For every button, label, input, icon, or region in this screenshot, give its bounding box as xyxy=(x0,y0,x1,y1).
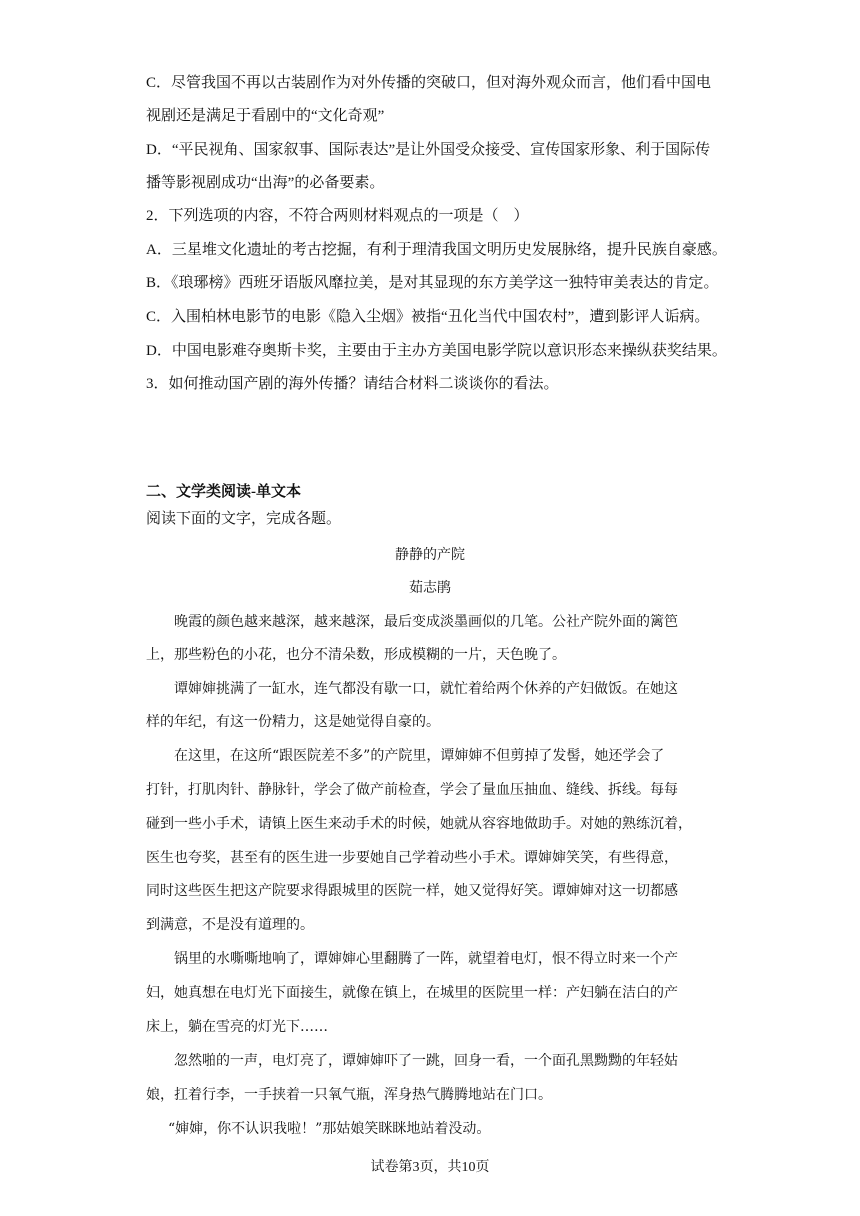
option-d-line2: 播等影视剧成功“出海”的必备要素。 xyxy=(146,175,385,191)
question-2-option-c: C．入围柏林电影节的电影《隐入尘烟》被指“丑化当代中国农村”，遭到影评人诟病。 xyxy=(146,309,710,325)
story-p1-line1: 晚霞的颜色越来越深，越来越深，最后变成淡墨画似的几笔。公社产院外面的篱笆 xyxy=(174,614,678,630)
story-p3-line1: 在这里，在这所“跟医院差不多”的产院里，谭婶婶不但剪掉了发髻，她还学会了 xyxy=(174,748,665,764)
section-instruction: 阅读下面的文字，完成各题。 xyxy=(146,511,342,527)
story-p3-line3: 碰到一些小手术，请镇上医生来动手术的时候，她就从容容地做助手。对她的熟练沉着， xyxy=(146,816,692,832)
story-p3-line2: 打针，打肌肉针、静脉针，学会了做产前检查，学会了量血压抽血、缝线、拆线。每每 xyxy=(146,782,678,798)
story-p5-line2: 娘，扛着行李，一手挟着一只氧气瓶，浑身热气腾腾地站在门口。 xyxy=(146,1087,552,1103)
question-3-stem: 3．如何推动国产剧的海外传播？请结合材料二谈谈你的看法。 xyxy=(146,376,559,392)
story-p6-line1: “婶婶，你不认识我啦！”那姑娘笑眯眯地站着没动。 xyxy=(168,1121,491,1137)
story-p3-line5: 同时这些医生把这产院要求得跟城里的医院一样，她又觉得好笑。谭婶婶对这一切都感 xyxy=(146,883,678,899)
story-p4-line2: 妇，她真想在电灯光下面接生，就像在镇上，在城里的医院里一样：产妇躺在洁白的产 xyxy=(146,985,678,1001)
story-p4-line3: 床上，躺在雪亮的灯光下…… xyxy=(146,1019,328,1035)
option-d-line1: D．“平民视角、国家叙事、国际表达”是让外国受众接受、宣传国家形象、利于国际传 xyxy=(146,142,711,158)
story-p3-line6: 到满意，不是没有道理的。 xyxy=(146,917,314,933)
question-2-option-a: A．三星堆文化遗址的考古挖掘，有利于理清我国文明历史发展脉络，提升民族自豪感。 xyxy=(146,242,727,258)
question-2-option-d: D．中国电影难夺奥斯卡奖，主要由于主办方美国电影学院以意识形态来操纵获奖结果。 xyxy=(146,343,727,359)
story-title: 静静的产院 xyxy=(395,547,465,563)
story-p2-line1: 谭婶婶挑满了一缸水，连气都没有歇一口，就忙着给两个休养的产妇做饭。在她这 xyxy=(174,681,678,697)
question-2-stem: 2．下列选项的内容，不符合两则材料观点的一项是（ ） xyxy=(146,208,529,224)
story-p1-line2: 上，那些粉色的小花，也分不清朵数，形成模糊的一片，天色晚了。 xyxy=(146,647,566,663)
story-author: 茹志鹃 xyxy=(409,580,451,596)
story-p4-line1: 锅里的水嘶嘶地响了，谭婶婶心里翻腾了一阵，就望着电灯，恨不得立时来一个产 xyxy=(174,951,678,967)
option-c-line1: C．尽管我国不再以古装剧作为对外传播的突破口，但对海外观众而言，他们看中国电 xyxy=(146,75,712,91)
story-p2-line2: 样的年纪，有这一份精力，这是她觉得自豪的。 xyxy=(146,714,440,730)
story-p5-line1: 忽然啪的一声，电灯亮了，谭婶婶吓了一跳，回身一看，一个面孔黑黝黝的年轻姑 xyxy=(174,1053,678,1069)
option-c-line2: 视剧还是满足于看剧中的“文化奇观” xyxy=(146,108,385,124)
page-footer: 试卷第3页，共10页 xyxy=(370,1160,490,1175)
story-p3-line4: 医生也夸奖，甚至有的医生进一步要她自己学着动些小手术。谭婶婶笑笑，有些得意， xyxy=(146,850,678,866)
question-2-option-b: B．《琅琊榜》西班牙语版风靡拉美，是对其显现的东方美学这一独特审美表达的肯定。 xyxy=(146,275,719,291)
section-heading: 二、文学类阅读-单文本 xyxy=(146,484,301,500)
